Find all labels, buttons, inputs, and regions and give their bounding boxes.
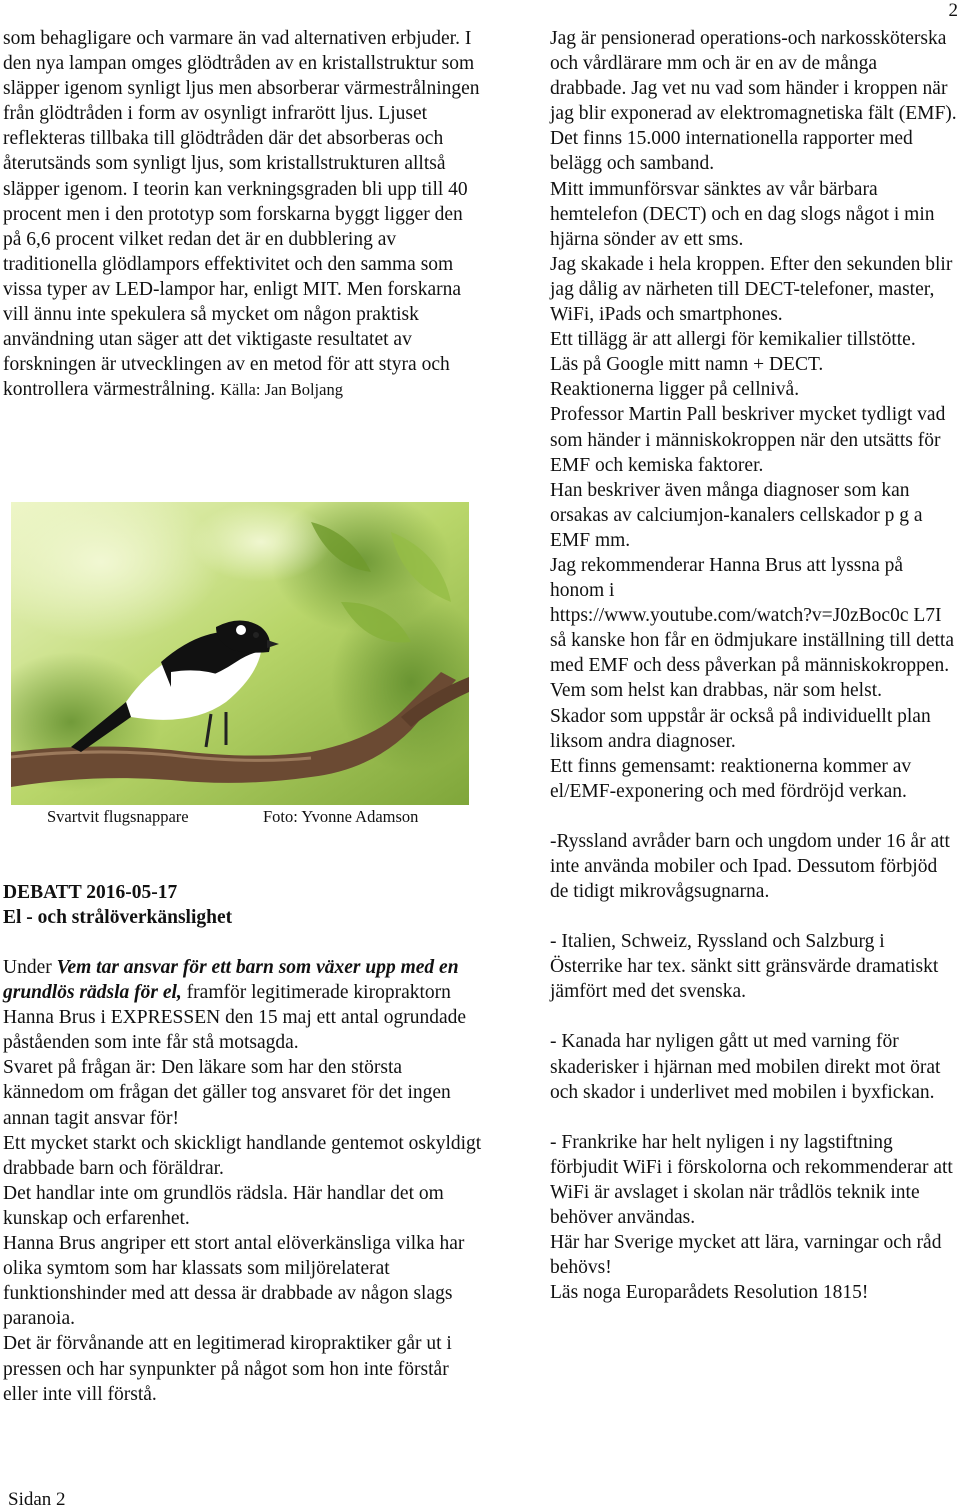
photo-caption-name: Svartvit flugsnappare xyxy=(47,807,189,826)
right-line: Jag skakade i hela kroppen. Efter den sekunden blir jag dålig av närheten till DECT-telefoner, master, WiFi, iPads och smartphones. xyxy=(550,253,953,326)
right-line: Jag rekommenderar Hanna Brus att lyssna på honom i xyxy=(550,554,904,602)
page-footer: Sidan 2 xyxy=(8,1489,66,1510)
right-line: Reaktionerna ligger på cellnivå. xyxy=(550,379,800,401)
photo-caption-credit: Foto: Yvonne Adamson xyxy=(263,807,419,826)
country-item: - Frankrike har helt nyligen i ny lagstiftning förbjudit WiFi i förskolorna och rekommenderar att WiFi är avslaget i skolan när trådlös teknik inte behöver användas. xyxy=(550,1131,953,1229)
debate-paragraph: Det handlar inte om grundlös rädsla. Här handlar det om kunskap och erfarenhet. xyxy=(3,1182,444,1229)
right-line: Professor Martin Pall beskriver mycket tydligt vad som händer i människokroppen när den utsätts för EMF och kemiska faktorer. xyxy=(550,404,946,476)
debate-paragraph: Det är förvånande att en legitimerad kiropraktiker går ut i pressen och har synpunkter på något som hon inte förstår eller inte vill förstå. xyxy=(3,1333,452,1405)
bird-photo xyxy=(11,502,469,805)
debate-paragraph: Ett mycket starkt och skickligt handlande gentemot oskyldigt drabbade barn och föräldrar. xyxy=(3,1132,482,1179)
spacer xyxy=(550,1004,958,1029)
right-line: Jag är pensionerad operations-och narkossköterska och vårdlärare mm och är en av de många drabbade. Jag vet nu vad som händer i kroppen när jag blir exponerad av elektromagnetiska fält (EMF). xyxy=(550,28,957,125)
spacer xyxy=(550,1105,958,1130)
article-source: Källa: Jan Boljang xyxy=(220,380,343,400)
right-line: Mitt immunförsvar sänktes av vår bärbara hemtelefon (DECT) och en dag slogs något i min hjärna sönder av ett sms. xyxy=(550,178,935,250)
intro-prefix: Under xyxy=(3,957,57,978)
right-line: Han beskriver även många diagnoser som kan orsakas av calciumjon-kanalers cellskador p g a EMF mm. xyxy=(550,479,923,551)
debate-paragraph: Hanna Brus angriper ett stort antal elöverkänsliga vilka har olika symtom som har klassats som miljörelaterat funktionshinder med att dessa är drabbade av någon slags paranoia. xyxy=(3,1233,465,1330)
page-number: 2 xyxy=(948,0,958,21)
country-item: -Ryssland avråder barn och ungdom under 16 år att inte använda mobiler och Ipad. Dessutom förbjöd de tidigt mikrovågsugnarna. xyxy=(550,830,950,903)
intro-italic-title: Vem tar ansvar för ett barn som växer upp med en grundlös rädsla för el, xyxy=(3,957,459,1004)
left-column xyxy=(3,26,485,402)
right-line: Läs på Google mitt namn + DECT. xyxy=(550,354,824,376)
right-line: Skador som uppstår är också på individuellt plan liksom andra diagnoser. xyxy=(550,705,931,752)
right-column xyxy=(550,26,958,1305)
debate-heading-title: El - och strålöverkänslighet xyxy=(3,907,233,928)
closing-line: Här har Sverige mycket att lära, varningar och råd behövs! xyxy=(550,1232,942,1279)
article-text xyxy=(3,26,485,402)
debate-body xyxy=(3,955,485,1407)
intro-suffix: framför legitimerade kiropraktorn Hanna Brus i EXPRESSEN den 15 maj ett antal ogrundade påståenden som inte får stå motsagda. xyxy=(3,982,467,1054)
right-line: https://www.youtube.com/watch?v=J0zBoc0c L7I så kanske hon får en ödmjukare inställning till detta med EMF och dess påverkan på människokroppen. xyxy=(550,605,954,677)
right-line: Vem som helst kan drabbas, när som helst. xyxy=(550,680,882,702)
right-line: Ett tillägg är att allergi för kemikalier tillstötte. xyxy=(550,329,916,351)
country-item: - Kanada har nyligen gått ut med varning för skaderisker i hjärnan med mobilen direkt mot örat och skador i underlivet med mobilen i byxfickan. xyxy=(550,1031,941,1103)
spacer xyxy=(550,904,958,929)
debate-heading-date: DEBATT 2016-05-17 xyxy=(3,882,178,903)
country-item: - Italien, Schweiz, Ryssland och Salzburg i Österrike har tex. sänkt sitt gränsvärde dramatiskt jämfört med det svenska. xyxy=(550,931,939,1003)
debate-heading xyxy=(3,880,232,930)
closing-line: Läs noga Europarådets Resolution 1815! xyxy=(550,1282,869,1304)
right-line: Det finns 15.000 internationella rapporter med belägg och samband. xyxy=(550,128,913,175)
debate-intro xyxy=(3,955,485,1055)
debate-paragraph: Svaret på frågan är: Den läkare som har den största kännedom om frågan det gäller tog ansvaret för det ingen annan tagit ansvar för! xyxy=(3,1057,451,1129)
right-line: Ett finns gemensamt: reaktionerna kommer av el/EMF-exponering och med fördröjd verkan. xyxy=(550,755,912,802)
spacer xyxy=(550,804,958,829)
article-body: som behagligare och varmare än vad alternativen erbjuder. I den nya lampan omges glödtråden av en kristallstruktur som släpper igenom synligt ljus men absorberar värmestrålningen från glödtråden i form av osynligt infrarött ljus. Ljuset reflekteras tillbaka till glödtråden där det absorberas och återutsänds som synligt ljus, som kristallstrukturen alltså släpper igenom. I teorin kan verkningsgraden bli upp till 40 procent men i den prototyp som forskarna byggt ligger den på 6,6 procent vilket redan det är en dubblering av traditionella glödlampors effektivitet och den samma som vissa typer av LED-lampor har, enligt MIT. Men forskarna vill ännu inte spekulera så mycket om någon praktisk användning utan säger att det viktigaste resultatet av forskningen är utvecklingen av en metod för att styra och kontrollera värmestrålning. xyxy=(3,28,480,401)
